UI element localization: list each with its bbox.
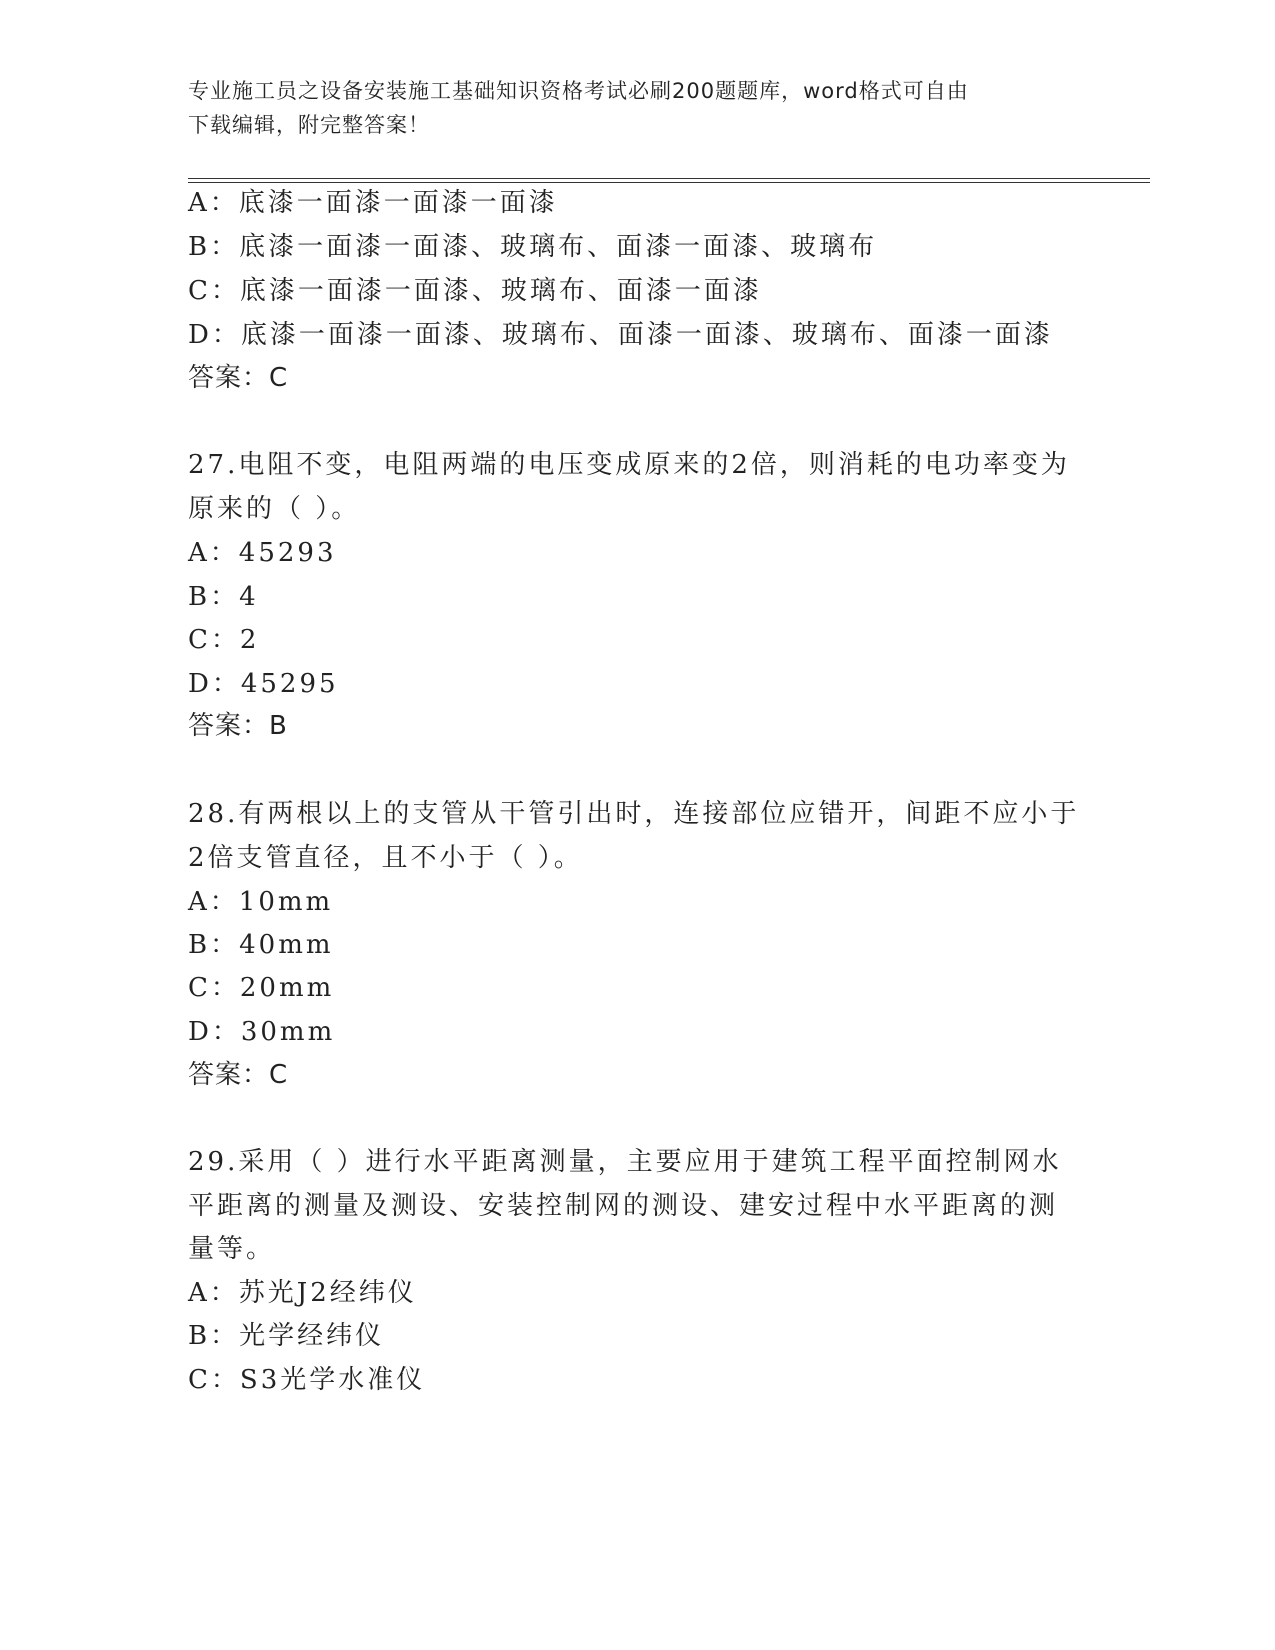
option-a: A：10mm [188, 887, 334, 917]
option-b: B：光学经纬仪 [188, 1321, 385, 1351]
document-header [188, 74, 1068, 142]
question-28-line-1: 28.有两根以上的支管从干管引出时，连接部位应错开，间距不应小于 [188, 799, 1080, 829]
option-d: D：底漆一面漆一面漆、玻璃布、面漆一面漆、玻璃布、面漆一面漆 [188, 320, 1053, 350]
answer-line: 答案：C [188, 1060, 289, 1090]
answer-line: 答案：B [188, 711, 288, 741]
option-a: A：45293 [188, 538, 337, 568]
question-29-line-2: 平距离的测量及测设、安装控制网的测设、建安过程中水平距离的测 [188, 1191, 1059, 1221]
question-27-line-2: 原来的（ ）。 [188, 494, 361, 524]
question-29-line-3: 量等。 [188, 1234, 276, 1264]
option-a: A：苏光J2经纬仪 [188, 1278, 417, 1308]
header-divider-top [188, 178, 1150, 179]
header-line-2: 下载编辑，附完整答案！ [188, 113, 430, 137]
answer-line: 答案：C [188, 363, 289, 393]
option-b: B：40mm [188, 930, 334, 960]
question-27-line-1: 27.电阻不变，电阻两端的电压变成原来的2倍，则消耗的电功率变为 [188, 450, 1070, 480]
question-29-line-1: 29.采用（ ）进行水平距离测量，主要应用于建筑工程平面控制网水 [188, 1147, 1062, 1177]
option-b: B：4 [188, 582, 259, 612]
option-c: C：S3光学水准仪 [188, 1365, 426, 1395]
question-28-line-2: 2倍支管直径，且不小于（ ）。 [188, 843, 583, 873]
option-c: C：底漆一面漆一面漆、玻璃布、面漆一面漆 [188, 276, 762, 306]
header-divider-bottom [188, 182, 1150, 183]
option-c: C：2 [188, 625, 260, 655]
header-line-1: 专业施工员之设备安装施工基础知识资格考试必刷200题题库，word格式可自由 [188, 79, 969, 103]
option-c: C：20mm [188, 973, 335, 1003]
option-d: D：45295 [188, 669, 339, 699]
option-b: B：底漆一面漆一面漆、玻璃布、面漆一面漆、玻璃布 [188, 232, 878, 262]
option-a: A：底漆一面漆一面漆一面漆 [188, 188, 558, 218]
option-d: D：30mm [188, 1017, 336, 1047]
